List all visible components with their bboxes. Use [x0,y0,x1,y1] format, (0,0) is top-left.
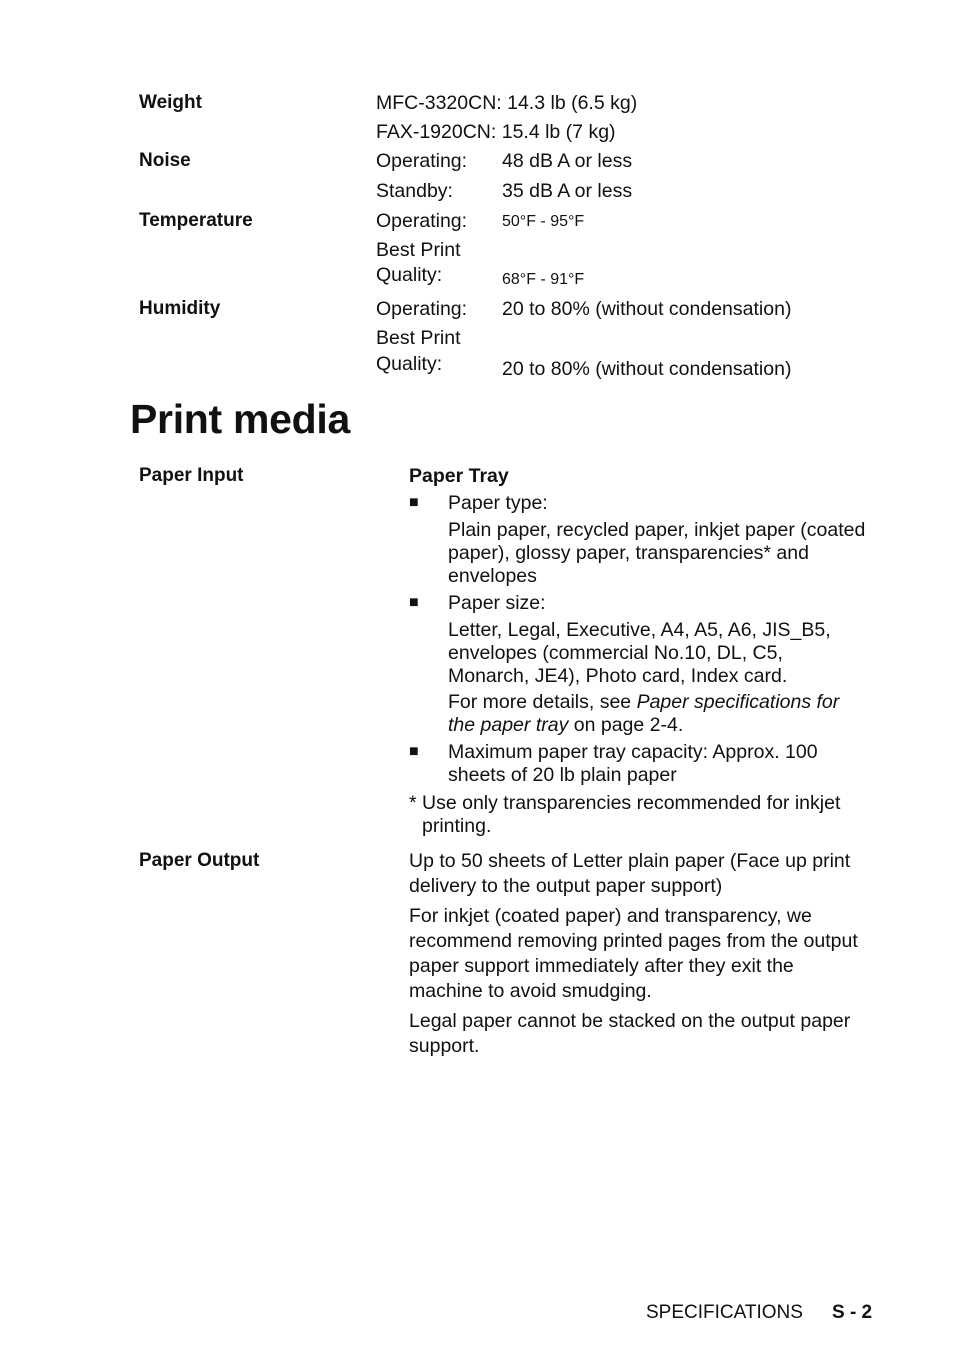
paper-output-capacity: Up to 50 sheets of Letter plain paper (Face up print delivery to the output paper support) [409,850,851,897]
noise-label: Noise [139,150,191,171]
temperature-label: Temperature [139,210,253,231]
paper-tray-capacity: Maximum paper tray capacity: Approx. 100 sheets of 20 lb plain paper [448,741,818,786]
paper-size-description: Letter, Legal, Executive, A4, A5, A6, JIS_B5, envelopes (commercial No.10, DL, C5, Monarch, JE4), Photo card, Index card. [448,619,831,687]
bullet-icon: ■ [409,594,419,611]
weight-label: Weight [139,92,202,113]
section-heading: Print media [130,396,350,442]
noise-standby-label: Standby: [376,180,453,202]
footer-section-name: SPECIFICATIONS [646,1302,803,1323]
bullet-icon: ■ [409,743,419,760]
humidity-operating-label: Operating: [376,298,468,320]
humidity-best-label-line1: Best Print [376,327,461,349]
temperature-best-value: 68°F - 91°F [502,271,585,288]
footer-page-number: S - 2 [832,1302,873,1323]
temperature-operating-value: 50°F - 95°F [502,213,585,230]
humidity-label: Humidity [139,298,221,319]
humidity-operating-value: 20 to 80% (without condensation) [502,298,792,320]
paper-output-label: Paper Output [139,850,260,871]
transparency-note: Use only transparencies recommended for inkjet printing. [422,792,841,837]
paper-size-label: Paper size: [448,592,546,614]
humidity-best-value: 20 to 80% (without condensation) [502,358,792,380]
humidity-best-label-line2: Quality: [376,353,443,375]
paper-tray-title: Paper Tray [409,465,509,487]
paper-details-reference [448,691,868,737]
weight-mfc-value: MFC-3320CN: 14.3 lb (6.5 kg) [376,92,638,114]
temperature-best-label-line2: Quality: [376,264,443,286]
noise-standby-value: 35 dB A or less [502,180,633,202]
noise-operating-value: 48 dB A or less [502,150,633,172]
noise-operating-label: Operating: [376,150,468,172]
paper-type-description: Plain paper, recycled paper, inkjet paper (coated paper), glossy paper, transparencies* and envelopes [448,519,866,587]
paper-output-legal-note: Legal paper cannot be stacked on the output paper support. [409,1010,851,1057]
details-suffix: on page 2-4. [568,714,684,736]
footnote-star: * [409,792,417,814]
paper-output-recommendation: For inkjet (coated paper) and transparency, we recommend removing printed pages from the output paper support immediately after they exit the machine to avoid smudging. [409,905,858,1002]
temperature-operating-label: Operating: [376,210,468,232]
details-reference-link[interactable]: Paper specifications for the paper tray [448,691,840,736]
paper-input-label: Paper Input [139,465,244,486]
bullet-icon: ■ [409,494,419,511]
details-prefix: For more details, see [448,691,637,713]
paper-type-label: Paper type: [448,492,548,514]
weight-fax-value: FAX-1920CN: 15.4 lb (7 kg) [376,121,616,143]
temperature-best-label-line1: Best Print [376,239,461,261]
